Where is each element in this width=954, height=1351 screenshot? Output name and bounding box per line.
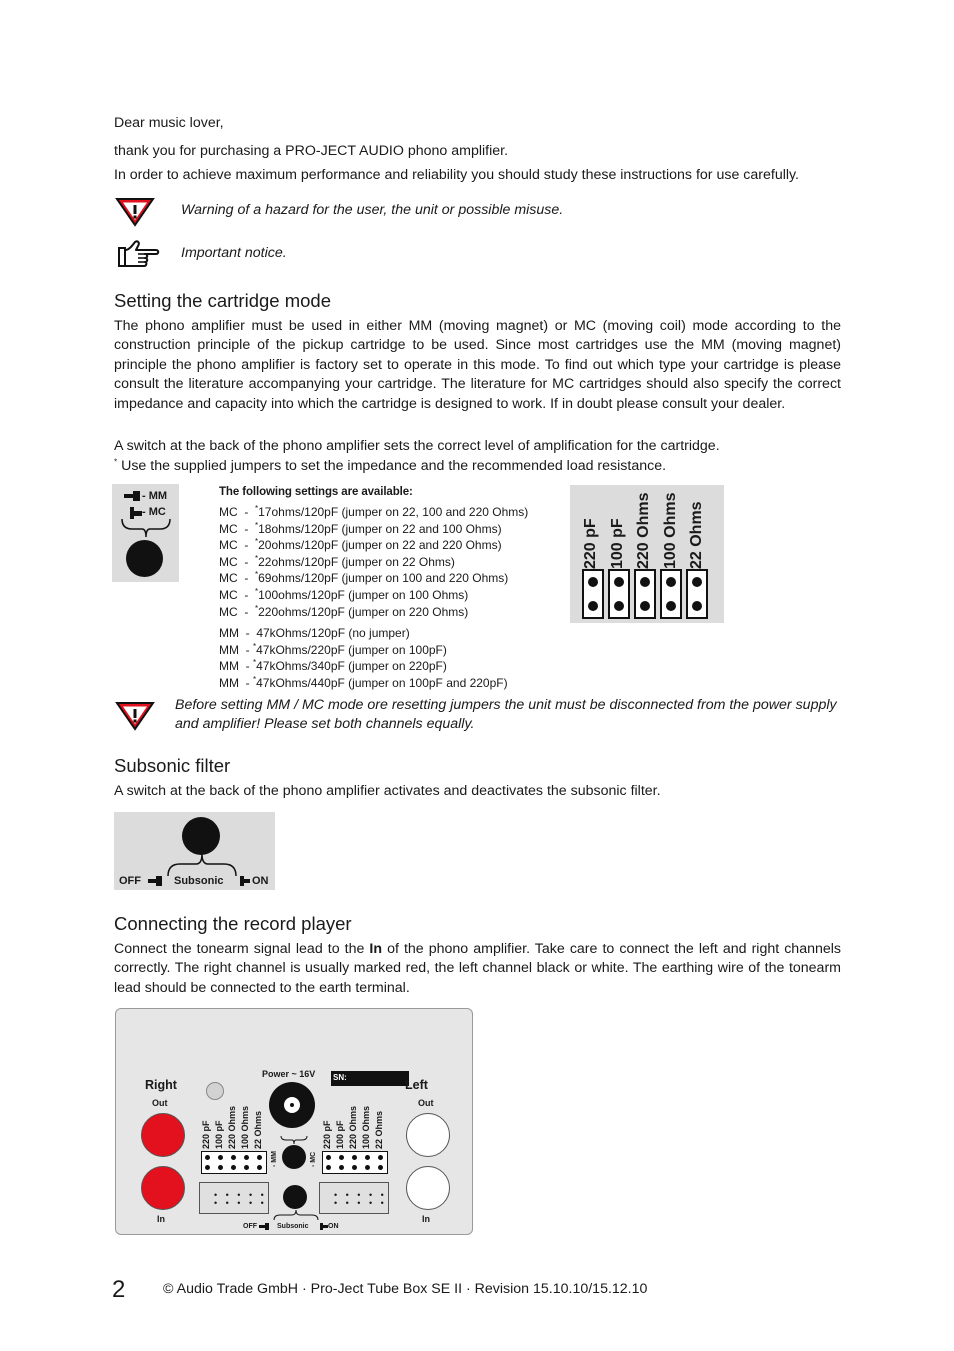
setting-mode: MC - (219, 505, 255, 519)
rear-mm-label: - MM (271, 1151, 278, 1167)
footer-text: © Audio Trade GmbH · Pro-Ject Tube Box SE II · Revision 15.10.10/15.12.10 (163, 1281, 648, 1297)
left-jumper-label-220ohms: 220 Ohms (348, 1105, 358, 1149)
rear-subsonic-knob (283, 1185, 307, 1209)
mm-settings-list (219, 625, 508, 691)
left-jumper-label-100ohms: 100 Ohms (361, 1105, 371, 1149)
mc-setting-row (219, 521, 528, 538)
setting-footnote-mark: * (255, 504, 259, 513)
right-din-connector (199, 1182, 269, 1214)
right-jumper-label-22ohms: 22 Ohms (253, 1110, 263, 1149)
setting-mode: MM - (219, 626, 257, 640)
switch-mc-label: - MC (142, 506, 166, 518)
mm-mc-switch-knob (126, 540, 163, 577)
setting-value: 47kOhms/220pF (jumper on 100pF) (256, 642, 447, 657)
connecting-paragraph (114, 940, 841, 998)
setting-mode: MM - (219, 659, 253, 674)
right-jumper-label-220pf: 220 pF (201, 1120, 211, 1149)
left-din-connector (319, 1182, 389, 1214)
jumper-text (114, 457, 841, 476)
power-socket-pin (290, 1103, 294, 1107)
advice-text: In order to achieve maximum performance and reliability you should study these instructions for use carefully. (114, 167, 800, 183)
mc-setting-row (219, 604, 528, 621)
setting-mode: MC - (219, 538, 255, 553)
jumper-label-220pf: 220 pF (582, 518, 599, 569)
connecting-text-before: Connect the tonearm signal lead to the (114, 941, 370, 957)
subsonic-off-label: OFF (119, 875, 141, 887)
setting-mode: MC - (219, 521, 255, 536)
jumper-220pf (582, 569, 604, 619)
subsonic-heading: Subsonic filter (114, 755, 231, 776)
cartridge-paragraph: The phono amplifier must be used in either MM (moving magnet) or MC (moving coil) mode according to the construction principle of the pickup cartridge to be used. Since most cartridges use the MM (moving magnet) principle the phono amplifier is factory set to operate in this mode. To find out which type your cartridge is please consult the literature accompanying your cartridge. The literature for MC cartridges should also specify the correct impedance and capacity into which the cartridge is designed to work. If in doubt please consult your dealer. (114, 318, 841, 412)
setting-value: 69ohms/120pF (jumper on 100 and 220 Ohms) (258, 571, 509, 586)
rear-subsonic-bracket (272, 1209, 320, 1221)
jumper-22ohms (686, 569, 708, 619)
connecting-heading: Connecting the record player (114, 913, 352, 934)
jumper-label-22ohms: 22 Ohms (688, 501, 705, 569)
setting-mode: MC - (219, 554, 255, 569)
setting-footnote-mark: * (255, 603, 259, 613)
right-jumper-block (201, 1151, 267, 1174)
setting-mode: MM - (219, 642, 253, 657)
setting-footnote-mark: * (253, 658, 257, 668)
left-jumper-label-220pf: 220 pF (322, 1120, 332, 1149)
mc-settings-list (219, 504, 528, 620)
pointing-hand-icon (116, 238, 160, 270)
serial-number-box (331, 1071, 409, 1086)
rear-switch-on-icon (320, 1223, 328, 1230)
warning-triangle-icon (114, 196, 156, 228)
setting-footnote-mark: * (255, 520, 259, 530)
setting-value: 100ohms/120pF (jumper on 100 Ohms) (258, 587, 469, 602)
mm-setting-row (219, 642, 508, 659)
jumper-100pf (608, 569, 630, 619)
page-number: 2 (112, 1276, 126, 1303)
thanks-text: thank you for purchasing a PRO-JECT AUDIO phono amplifier. (114, 143, 509, 159)
power-socket (269, 1082, 315, 1128)
switch-up-icon (124, 491, 142, 501)
right-in-label: In (157, 1214, 165, 1224)
right-out-jack (141, 1113, 185, 1157)
setting-mode: MC - (219, 571, 255, 586)
jumper-text-body: Use the supplied jumpers to set the impedance and the recommended load resistance. (121, 458, 667, 474)
connecting-in-word: In (369, 941, 383, 957)
cartridge-heading: Setting the cartridge mode (114, 290, 331, 311)
rear-panel (115, 1008, 473, 1235)
setting-value: 47kOhms/120pF (no jumper) (256, 626, 410, 640)
important-legend: Important notice. (181, 245, 287, 261)
subsonic-switch-panel (114, 812, 275, 890)
switch-off-icon (148, 876, 162, 886)
footnote-mark: * (114, 457, 118, 467)
rear-on-label: ON (328, 1223, 339, 1230)
setting-mode: MM - (219, 675, 253, 690)
setting-value: 220ohms/120pF (jumper on 220 Ohms) (258, 604, 469, 619)
setting-value: 20ohms/120pF (jumper on 22 and 220 Ohms) (258, 538, 502, 553)
caution-text: Before setting MM / MC mode ore resetting jumpers the unit must be disconnected from the power supply and amplifier! Please set both channels equally. (175, 697, 837, 733)
cartridge-switch-text: A switch at the back of the phono amplifier sets the correct level of amplification for the cartridge. (114, 438, 720, 454)
settings-title: The following settings are available: (219, 486, 413, 498)
rear-switch-off-icon (259, 1223, 269, 1230)
mc-setting-row (219, 504, 528, 521)
setting-value: 47kOhms/340pF (jumper on 220pF) (256, 659, 447, 674)
left-in-jack (406, 1166, 450, 1210)
setting-value: 47kOhms/440pF (jumper on 100pF and 220pF) (256, 675, 508, 690)
left-out-label: Out (418, 1098, 434, 1108)
jumper-label-100pf: 100 pF (609, 518, 626, 569)
jumper-label-220ohms: 220 Ohms (635, 492, 652, 569)
subsonic-switch-knob (182, 817, 220, 855)
warning-legend: Warning of a hazard for the user, the unit or possible misuse. (181, 202, 564, 218)
setting-mode: MC - (219, 604, 255, 619)
left-din-pins: • • • • • • • • • • (334, 1190, 387, 1208)
rear-mm-mc-knob (282, 1145, 306, 1169)
caution-triangle-icon (114, 700, 156, 732)
switch-mm-label: - MM (142, 490, 168, 502)
mm-setting-row (219, 625, 508, 642)
mm-setting-row (219, 658, 508, 675)
setting-value: 22ohms/120pF (jumper on 22 Ohms) (258, 554, 455, 569)
right-jumper-label-100pf: 100 pF (214, 1120, 224, 1149)
jumper-220ohms (634, 569, 656, 619)
setting-footnote-mark: * (255, 570, 259, 580)
mc-setting-row (219, 554, 528, 571)
switch-on-icon (240, 876, 250, 886)
left-in-label: In (422, 1214, 430, 1224)
subsonic-on-label: ON (252, 875, 269, 887)
right-channel-label: Right (145, 1078, 177, 1092)
greeting: Dear music lover, (114, 115, 224, 131)
jumper-panel (570, 485, 724, 623)
setting-footnote-mark: * (255, 586, 259, 596)
right-jumper-label-100ohms: 100 Ohms (240, 1105, 250, 1149)
connecting-text-after: of the phono amplifier. Take care to connect the left and right channels correctly. The right channel is usually marked red, the left channel black or white. The earthing wire of the tonearm lead should be connected to the earth terminal. (114, 941, 842, 996)
rear-off-label: OFF (243, 1223, 257, 1230)
setting-footnote-mark: * (253, 674, 257, 684)
subsonic-paragraph: A switch at the back of the phono amplifier activates and deactivates the subsonic filter. (114, 783, 661, 799)
mc-setting-row (219, 537, 528, 554)
sn-label: SN: (333, 1073, 347, 1082)
mm-setting-row (219, 675, 508, 692)
right-jumper-label-220ohms: 220 Ohms (227, 1105, 237, 1149)
rear-subsonic-label: Subsonic (277, 1223, 309, 1230)
setting-footnote-mark: * (255, 537, 259, 547)
rear-mc-label: - MC (310, 1151, 317, 1167)
subsonic-center-label: Subsonic (174, 875, 224, 887)
setting-footnote-mark: * (255, 553, 259, 563)
setting-value: 17ohms/120pF (jumper on 22, 100 and 220 Ohms) (258, 505, 529, 519)
left-channel-label: Left (405, 1078, 428, 1092)
mc-setting-row (219, 587, 528, 604)
left-jumper-block (322, 1151, 388, 1174)
jumper-100ohms (660, 569, 682, 619)
setting-value: 18ohms/120pF (jumper on 22 and 100 Ohms) (258, 521, 502, 536)
setting-mode: MC - (219, 587, 255, 602)
power-label: Power ~ 16V (262, 1069, 316, 1079)
right-din-pins: • • • • • • • • • • (214, 1190, 267, 1208)
mc-setting-row (219, 570, 528, 587)
mm-mc-switch-panel (112, 484, 179, 582)
right-out-label: Out (152, 1098, 168, 1108)
jumper-label-100ohms: 100 Ohms (662, 492, 679, 569)
setting-footnote-mark: * (253, 641, 257, 651)
left-out-jack (406, 1113, 450, 1157)
rear-switch-bracket (279, 1135, 309, 1145)
left-jumper-label-22ohms: 22 Ohms (374, 1110, 384, 1149)
right-in-jack (141, 1166, 185, 1210)
left-jumper-label-100pf: 100 pF (335, 1120, 345, 1149)
